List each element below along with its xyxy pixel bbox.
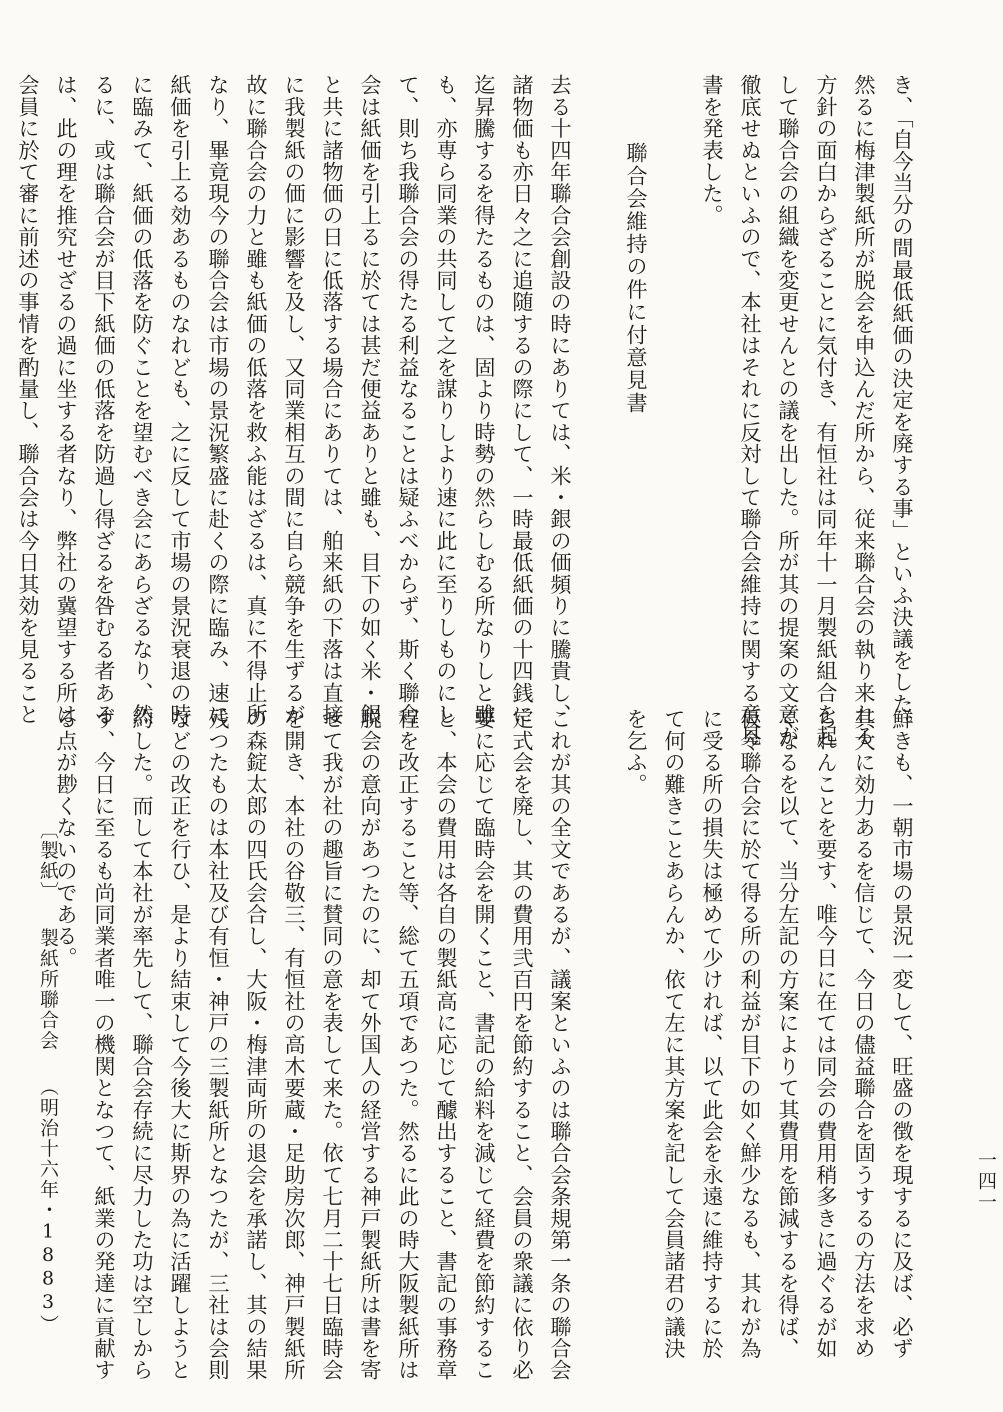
text-line: を開き、本社の谷敬三、有恒社の高木要蔵・足助房次郎、神戸製紙所 — [282, 708, 307, 1381]
text-line: られんことを要す、唯今日に在ては同会の費用稍多きに過ぐるが如 — [814, 708, 839, 1359]
text-line: る点が尠くないのである。 — [54, 708, 79, 969]
text-line: 紙価を引上る効あるものなれども、之に反して市場の景況衰退の時 — [168, 74, 193, 725]
text-line: 徹底せぬといふので、本社はそれに反対して聯合会維持に関する意見 — [738, 74, 763, 747]
text-line: き、「自今当分の間最低紙価の決定を廃する事」といふ決議をした。 — [890, 74, 915, 737]
text-line: 会員に於て審に前述の事情を酌量し、聯合会は今日其効を見ること — [16, 74, 41, 725]
text-line: に我製紙の価に影響を及し、又同業相互の間に自ら競争を生ずるが — [282, 74, 307, 725]
text-line: 書を発表した。 — [700, 74, 725, 226]
running-head-era: （明治十六年・1883） — [37, 1077, 59, 1335]
document-heading: 聯合会維持の件に付意見書 — [624, 141, 649, 415]
text-line: 其大に効力あるを信じて、今日の儘益聯合を固うするの方法を求め — [852, 708, 877, 1359]
text-line: て、則ち我聯合会の得たる利益なることは疑ふべからず、斯く聯合 — [396, 74, 421, 725]
text-line: に臨みて、紙価の低落を防ぐことを望むべき会にあらざるなり、然 — [130, 74, 155, 725]
text-line: 迄昇騰するを得たるものは、固より時勢の然らしむる所なりしと雖 — [472, 74, 497, 725]
page-number: 一四一 — [975, 1150, 997, 1213]
text-line: ず、今日に至るも尚同業者唯一の機関となつて、紙業の発達に貢献す — [92, 708, 117, 1381]
text-line: て何の難きことあらんか、依て左に其方案を記して会員諸君の議決 — [662, 708, 687, 1359]
running-head — [36, 820, 60, 1340]
text-line: 去る十四年聯合会創設の時にありては、米・銀の価頻りに騰貴し、 — [548, 74, 573, 725]
text-line: 方針の面白からざることに気付き、有恒社は同年十一月製紙組合を起 — [814, 74, 839, 747]
text-line: 脱会の意向があつたのに、却て外国人の経営する神戸製紙所は書を寄 — [358, 708, 383, 1381]
text-line: に受る所の損失は極めて少ければ、以て此会を永遠に維持するに於 — [700, 708, 725, 1359]
text-line: これが其の全文であるが、議案といふのは聯合会条規第一条の聯合会 — [548, 708, 573, 1381]
text-line: 仮令聯合会に於て得る所の利益が目下の如く鮮少なるも、其れが為 — [738, 708, 763, 1359]
lower-text-block — [54, 708, 921, 1381]
text-line: 会は紙価を引上るに於ては甚だ便益ありと雖も、目下の如く米・銀 — [358, 74, 383, 725]
running-head-section: 〔製紙〕 — [37, 820, 59, 902]
text-line: 定式会を廃し、其の費用弐百円を節約すること、会員の衆議に依り必 — [510, 708, 535, 1381]
text-line: 故に聯合会の力と雖も紙価の低落を救ふ能はざるは、真に不得止所 — [244, 74, 269, 725]
text-line: くなるを以て、当分左記の方案によりて其費用を節減するを得ば、 — [776, 708, 801, 1359]
blank-line — [579, 708, 617, 1308]
text-line: 約した。而して本社が率先して、聯合会存続に尽力した功は空しから — [130, 708, 155, 1381]
text-line: なり、畢竟現今の聯合会は市場の景況繁盛に赴くの際に臨み、速に — [206, 74, 231, 725]
text-line: の森錠太郎の四氏会合し、大阪・梅津両所の退会を承諾し、其の結果 — [244, 708, 269, 1381]
text-line: を乞ふ。 — [624, 708, 649, 795]
text-line: と共に諸物価の日に低落する場合にありては、舶来紙の下落は直接 — [320, 74, 345, 725]
text-line: も、亦専ら同業の共同して之を謀りしより速に此に至りしものにし — [434, 74, 459, 725]
text-line: 残つたものは本社及び有恒・神戸の三製紙所となつたが、三社は会則 — [206, 708, 231, 1381]
text-line: せて我が社の趣旨に賛同の意を表して来た。依て七月二十七日臨時会 — [320, 708, 345, 1381]
blank-line — [579, 74, 617, 674]
text-line: 諸物価も亦日々之に追随するの際にして、一時最低紙価の十四銭に — [510, 74, 535, 725]
text-line: と、本会の費用は各自の製紙高に応じて醵出すること、書記の事務章 — [434, 708, 459, 1381]
text-line: は、此の理を推究せざるの過に坐する者なり、弊社の冀望する所は — [54, 74, 79, 725]
text-line: などの改正を行ひ、是より結束して今後大に斯界の為に活躍しようと — [168, 708, 193, 1381]
text-line: 要に応じて臨時会を開くこと、書記の給料を減じて経費を節約するこ — [472, 708, 497, 1381]
running-head-title: 製紙所聯合会 — [37, 928, 59, 1051]
text-line: 程を改正すること等、総て五項であつた。然るに此の時大阪製紙所は — [396, 708, 421, 1381]
text-line: 鮮きも、一朝市場の景況一変して、旺盛の徴を現するに及ば、必ず — [890, 708, 915, 1359]
blank-line — [655, 74, 693, 674]
upper-text-block — [16, 74, 921, 747]
text-line: 然るに梅津製紙所が脱会を申込んだ所から、従来聯合会の執り来れる — [852, 74, 877, 747]
text-line: して聯合会の組織を変更せんとの議を出した。所が其の提案の文意が — [776, 74, 801, 747]
text-line: るに、或は聯合会が目下紙価の低落を防過し得ざるを咎むる者ある — [92, 74, 117, 725]
